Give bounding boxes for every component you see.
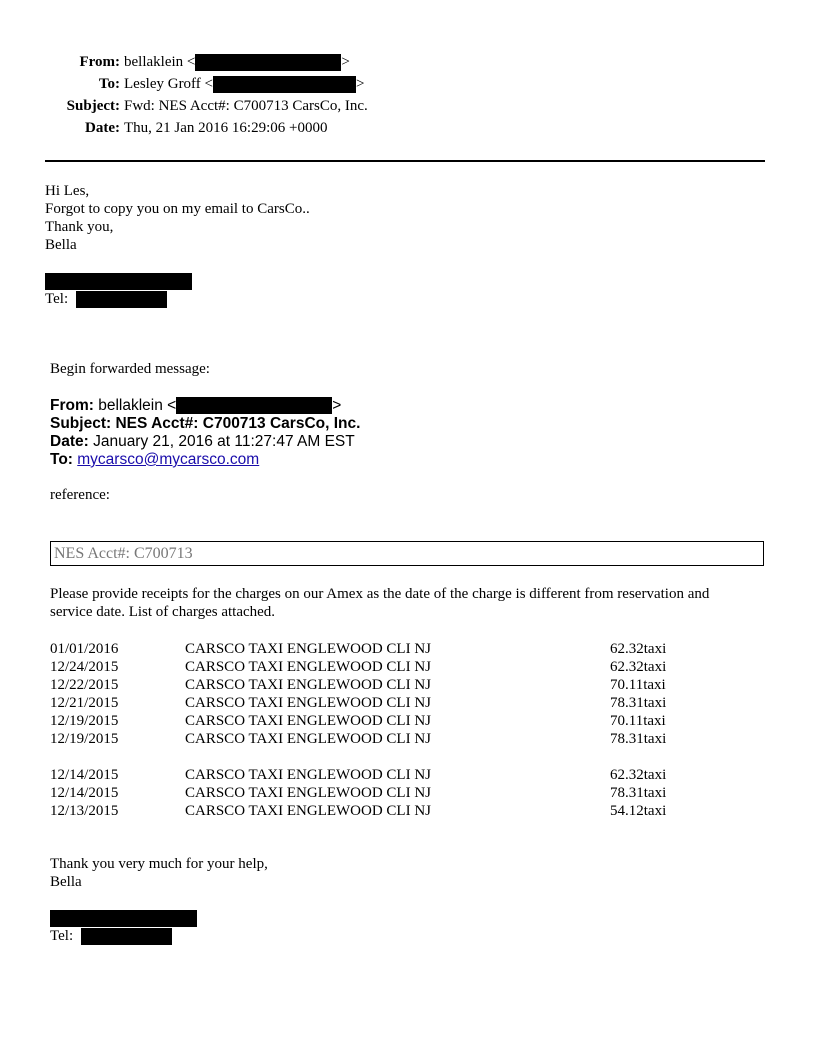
charge-row bbox=[50, 766, 750, 784]
charge-description: CARSCO TAXI ENGLEWOOD CLI NJ bbox=[185, 677, 432, 693]
request-text: Please provide receipts for the charges on our Amex as the date of the charge is different from reservation and bbox=[50, 586, 710, 602]
from-value: bellaklein < > bbox=[124, 54, 350, 70]
greeting: Hi Les, bbox=[45, 183, 90, 199]
charge-description: CARSCO TAXI ENGLEWOOD CLI NJ bbox=[185, 641, 432, 657]
charge-row bbox=[50, 658, 750, 676]
charge-amount: 78.31taxi bbox=[610, 785, 667, 801]
redacted-signature bbox=[45, 273, 192, 290]
tel-line: Tel: bbox=[50, 928, 172, 945]
charge-date: 01/01/2016 bbox=[50, 641, 119, 657]
to-label: To: bbox=[98, 76, 120, 92]
charge-description: CARSCO TAXI ENGLEWOOD CLI NJ bbox=[185, 767, 432, 783]
fwd-date: Date: January 21, 2016 at 11:27:47 AM EST bbox=[50, 433, 355, 450]
charge-date: 12/22/2015 bbox=[50, 677, 119, 693]
redacted-email bbox=[195, 54, 341, 71]
charge-date: 12/13/2015 bbox=[50, 803, 119, 819]
recipient-email-link[interactable]: mycarsco@mycarsco.com bbox=[77, 451, 260, 468]
redacted-signature bbox=[50, 910, 197, 927]
charge-description: CARSCO TAXI ENGLEWOOD CLI NJ bbox=[185, 731, 432, 747]
request-text-line2: service date. List of charges attached. bbox=[50, 604, 276, 620]
fwd-from: From: bellaklein < > bbox=[50, 397, 342, 414]
charges-list bbox=[50, 640, 750, 820]
charge-date: 12/14/2015 bbox=[50, 785, 119, 801]
charge-date: 12/19/2015 bbox=[50, 731, 119, 747]
charge-date: 12/19/2015 bbox=[50, 713, 119, 729]
forward-intro: Begin forwarded message: bbox=[50, 361, 210, 377]
charge-date: 12/14/2015 bbox=[50, 767, 119, 783]
charge-description: CARSCO TAXI ENGLEWOOD CLI NJ bbox=[185, 659, 432, 675]
closing-text: Thank you very much for your help, bbox=[50, 856, 268, 872]
charge-row bbox=[50, 784, 750, 802]
charge-amount: 62.32taxi bbox=[610, 641, 667, 657]
charge-description: CARSCO TAXI ENGLEWOOD CLI NJ bbox=[185, 803, 432, 819]
charge-date: 12/21/2015 bbox=[50, 695, 119, 711]
charge-amount: 62.32taxi bbox=[610, 767, 667, 783]
charge-row bbox=[50, 694, 750, 712]
redacted-email bbox=[176, 397, 332, 414]
fwd-to: To: mycarsco@mycarsco.com bbox=[50, 451, 260, 468]
redacted-phone bbox=[76, 291, 167, 308]
reference-label: reference: bbox=[50, 487, 110, 503]
charge-row bbox=[50, 676, 750, 694]
charge-description: CARSCO TAXI ENGLEWOOD CLI NJ bbox=[185, 695, 432, 711]
signature-name: Bella bbox=[50, 874, 82, 890]
charge-amount: 70.11taxi bbox=[610, 713, 666, 729]
charge-date: 12/24/2015 bbox=[50, 659, 119, 675]
charge-amount: 78.31taxi bbox=[610, 695, 667, 711]
reference-box: NES Acct#: C700713 bbox=[50, 541, 764, 566]
charge-row bbox=[50, 640, 750, 658]
subject-label: Subject: bbox=[66, 98, 120, 114]
charge-row bbox=[50, 802, 750, 820]
charge-description: CARSCO TAXI ENGLEWOOD CLI NJ bbox=[185, 713, 432, 729]
signature-name: Bella bbox=[45, 237, 77, 253]
body-line: Forgot to copy you on my email to CarsCo.. bbox=[45, 201, 310, 217]
tel-line: Tel: bbox=[45, 291, 167, 308]
charge-row bbox=[50, 730, 750, 748]
date-value: Thu, 21 Jan 2016 16:29:06 +0000 bbox=[124, 120, 328, 136]
redacted-phone bbox=[81, 928, 172, 945]
charge-amount: 62.32taxi bbox=[610, 659, 667, 675]
to-value: Lesley Groff < > bbox=[124, 76, 365, 92]
charge-amount: 70.11taxi bbox=[610, 677, 666, 693]
redacted-email bbox=[213, 76, 356, 93]
charge-description: CARSCO TAXI ENGLEWOOD CLI NJ bbox=[185, 785, 432, 801]
from-label: From: bbox=[79, 54, 120, 70]
date-label: Date: bbox=[85, 120, 120, 136]
subject-value: Fwd: NES Acct#: C700713 CarsCo, Inc. bbox=[124, 98, 368, 114]
fwd-subject: Subject: NES Acct#: C700713 CarsCo, Inc. bbox=[50, 415, 361, 432]
body-line: Thank you, bbox=[45, 219, 114, 235]
charge-amount: 54.12taxi bbox=[610, 803, 667, 819]
charge-row bbox=[50, 712, 750, 730]
header-divider bbox=[45, 160, 765, 162]
charge-amount: 78.31taxi bbox=[610, 731, 667, 747]
